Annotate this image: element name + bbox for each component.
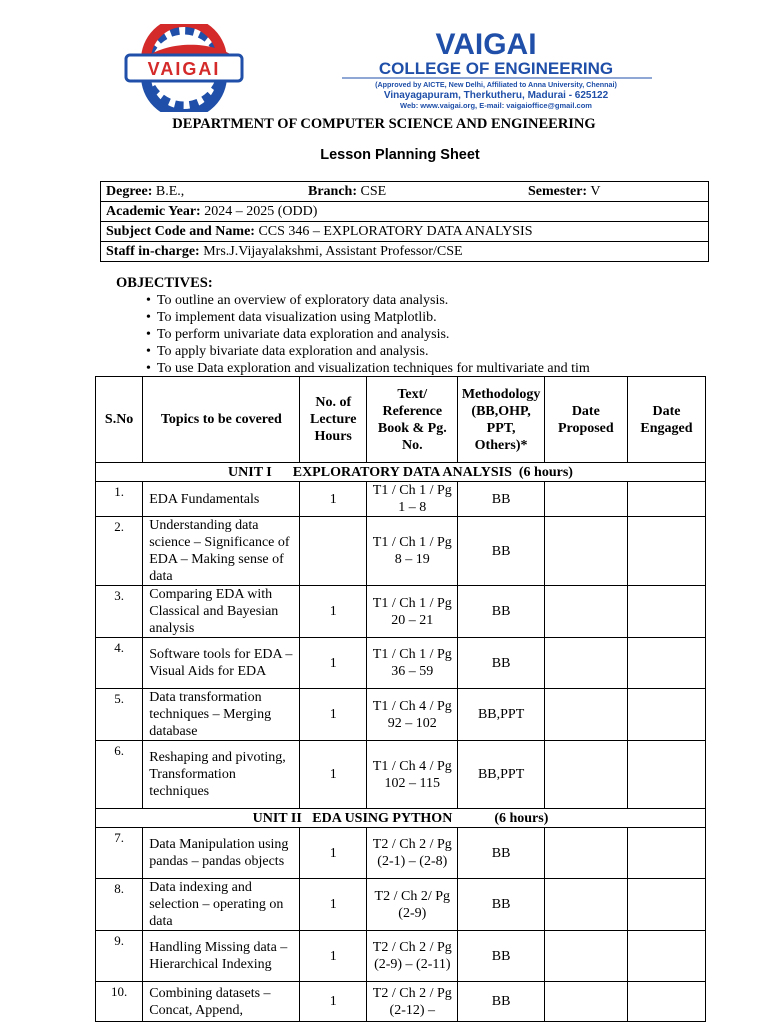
row-ref: T1 / Ch 1 / Pg 1 – 8	[367, 482, 458, 517]
table-row	[96, 689, 706, 741]
row-sno: 2.	[96, 517, 143, 586]
row-hours: 1	[300, 982, 367, 1022]
row-hours: 1	[300, 931, 367, 982]
row-date-engaged	[627, 689, 705, 741]
staff-label: Staff in-charge:	[106, 244, 200, 259]
row-sno: 1.	[96, 482, 143, 517]
row-ref: T1 / Ch 4 / Pg 102 – 115	[367, 741, 458, 809]
row-ref: T2 / Ch 2/ Pg (2-9)	[367, 879, 458, 931]
table-row	[96, 828, 706, 879]
row-date-proposed	[544, 741, 627, 809]
row-date-engaged	[627, 638, 705, 689]
table-row	[96, 482, 706, 517]
row-topic: Handling Missing data – Hierarchical Indexing	[143, 931, 300, 982]
row-topic: Comparing EDA with Classical and Bayesian analysis	[143, 586, 300, 638]
header-topics: Topics to be covered	[143, 377, 300, 463]
college-name-line1: VAIGAI	[435, 28, 537, 61]
row-sno: 9.	[96, 931, 143, 982]
header-sno: S.No	[96, 377, 143, 463]
table-row	[96, 931, 706, 982]
row-topic: Reshaping and pivoting, Transformation techniques	[143, 741, 300, 809]
row-date-engaged	[627, 879, 705, 931]
unit-row	[96, 809, 706, 828]
staff-value: Mrs.J.Vijayalakshmi, Assistant Professor/CSE	[203, 244, 463, 259]
row-method: BB	[458, 517, 544, 586]
objective-item: • To implement data visualization using Matplotlib.	[146, 309, 640, 326]
objective-item: • To perform univariate data exploration and analysis.	[146, 326, 640, 343]
table-row	[96, 586, 706, 638]
row-method: BB,PPT	[458, 741, 544, 809]
row-topic: EDA Fundamentals	[143, 482, 300, 517]
row-method: BB	[458, 482, 544, 517]
row-date-engaged	[627, 517, 705, 586]
logo-badge-text: VAIGAI	[147, 59, 221, 79]
row-topic: Combining datasets – Concat, Append,	[143, 982, 300, 1022]
row-ref: T1 / Ch 4 / Pg 92 – 102	[367, 689, 458, 741]
row-sno: 4.	[96, 638, 143, 689]
row-sno: 8.	[96, 879, 143, 931]
objectives-list	[146, 292, 640, 377]
row-sno: 6.	[96, 741, 143, 809]
row-sno: 7.	[96, 828, 143, 879]
objective-item: • To apply bivariate data exploration and analysis.	[146, 343, 640, 360]
row-date-proposed	[544, 586, 627, 638]
row-date-engaged	[627, 931, 705, 982]
row-method: BB	[458, 638, 544, 689]
sheet-title: Lesson Planning Sheet	[320, 147, 480, 163]
row-date-engaged	[627, 982, 705, 1022]
row-hours: 1	[300, 689, 367, 741]
semester-label: Semester:	[528, 184, 588, 199]
row-hours: 1	[300, 828, 367, 879]
row-date-proposed	[544, 689, 627, 741]
row-topic: Data transformation techniques – Merging database	[143, 689, 300, 741]
row-date-proposed	[544, 638, 627, 689]
row-method: BB	[458, 982, 544, 1022]
row-method: BB	[458, 586, 544, 638]
row-sno: 10.	[96, 982, 143, 1022]
college-address: Vinayagapuram, Therkutheru, Madurai - 625122	[383, 90, 609, 101]
branch-label: Branch:	[308, 184, 357, 199]
row-date-engaged	[627, 482, 705, 517]
header-date-proposed: Date Proposed	[544, 377, 627, 463]
degree-value: B.E.,	[155, 184, 185, 199]
table-row	[96, 741, 706, 809]
course-info-table	[100, 181, 709, 262]
college-logo	[104, 24, 664, 112]
row-topic: Data indexing and selection – operating on data	[143, 879, 300, 931]
row-ref: T2 / Ch 2 / Pg (2-9) – (2-11)	[367, 931, 458, 982]
row-method: BB,PPT	[458, 689, 544, 741]
branch-value: CSE	[360, 184, 387, 199]
row-sno: 5.	[96, 689, 143, 741]
semester-value: V	[590, 184, 601, 199]
row-method: BB	[458, 879, 544, 931]
row-topic: Software tools for EDA – Visual Aids for EDA	[143, 638, 300, 689]
row-hours: 1	[300, 638, 367, 689]
objective-item: • To use Data exploration and visualization techniques for multivariate and tim	[146, 360, 640, 377]
row-ref: T2 / Ch 2 / Pg (2-12) –	[367, 982, 458, 1022]
table-row	[96, 982, 706, 1022]
unit-hours: (6 hours)	[494, 810, 549, 826]
unit-name: UNIT II	[252, 810, 302, 826]
row-hours: 1	[300, 879, 367, 931]
header-date-engaged: Date Engaged	[627, 377, 705, 463]
college-web: Web: www.vaigai.org, E-mail: vaigaioffice@gmail.com	[400, 101, 592, 110]
row-topic: Data Manipulation using pandas – pandas objects	[143, 828, 300, 879]
row-date-engaged	[627, 828, 705, 879]
row-topic: Understanding data science – Significance of EDA – Making sense of data	[143, 517, 300, 586]
row-date-proposed	[544, 517, 627, 586]
row-date-proposed	[544, 982, 627, 1022]
row-method: BB	[458, 828, 544, 879]
row-ref: T1 / Ch 1 / Pg 20 – 21	[367, 586, 458, 638]
row-ref: T1 / Ch 1 / Pg 8 – 19	[367, 517, 458, 586]
subject-label: Subject Code and Name:	[106, 224, 255, 239]
row-hours: 1	[300, 586, 367, 638]
objectives-title: OBJECTIVES:	[116, 275, 213, 291]
subject-value: CCS 346 – EXPLORATORY DATA ANALYSIS	[258, 224, 533, 239]
unit-hours: (6 hours)	[518, 464, 573, 480]
row-date-proposed	[544, 482, 627, 517]
unit-title: EXPLORATORY DATA ANALYSIS	[292, 464, 512, 480]
table-row	[96, 879, 706, 931]
unit-name: UNIT I	[228, 464, 272, 480]
row-date-proposed	[544, 879, 627, 931]
row-hours: 1	[300, 741, 367, 809]
college-name-line2: COLLEGE OF ENGINEERING	[378, 59, 614, 78]
row-method: BB	[458, 931, 544, 982]
row-date-engaged	[627, 741, 705, 809]
year-label: Academic Year:	[106, 204, 201, 219]
row-ref: T1 / Ch 1 / Pg 36 – 59	[367, 638, 458, 689]
objective-item: • To outline an overview of exploratory data analysis.	[146, 292, 640, 309]
row-ref: T2 / Ch 2 / Pg (2-1) – (2-8)	[367, 828, 458, 879]
row-date-proposed	[544, 828, 627, 879]
table-row	[96, 638, 706, 689]
header-reference: Text/ Reference Book & Pg. No.	[367, 377, 458, 463]
row-date-engaged	[627, 586, 705, 638]
row-date-proposed	[544, 931, 627, 982]
row-hours	[300, 517, 367, 586]
header-hours: No. of Lecture Hours	[300, 377, 367, 463]
unit-title: EDA USING PYTHON	[312, 810, 453, 826]
row-sno: 3.	[96, 586, 143, 638]
department-title: DEPARTMENT OF COMPUTER SCIENCE AND ENGINEERING	[172, 116, 596, 132]
unit-row	[96, 463, 706, 482]
row-hours: 1	[300, 482, 367, 517]
college-approval: (Approved by AICTE, New Delhi, Affiliated to Anna University, Chennai)	[375, 80, 617, 89]
table-row	[96, 517, 706, 586]
degree-label: Degree:	[106, 184, 153, 199]
year-value: 2024 – 2025 (ODD)	[204, 204, 318, 219]
header-methodology: Methodology (BB,OHP, PPT, Others)*	[458, 377, 544, 463]
lesson-plan-table	[95, 376, 706, 1022]
